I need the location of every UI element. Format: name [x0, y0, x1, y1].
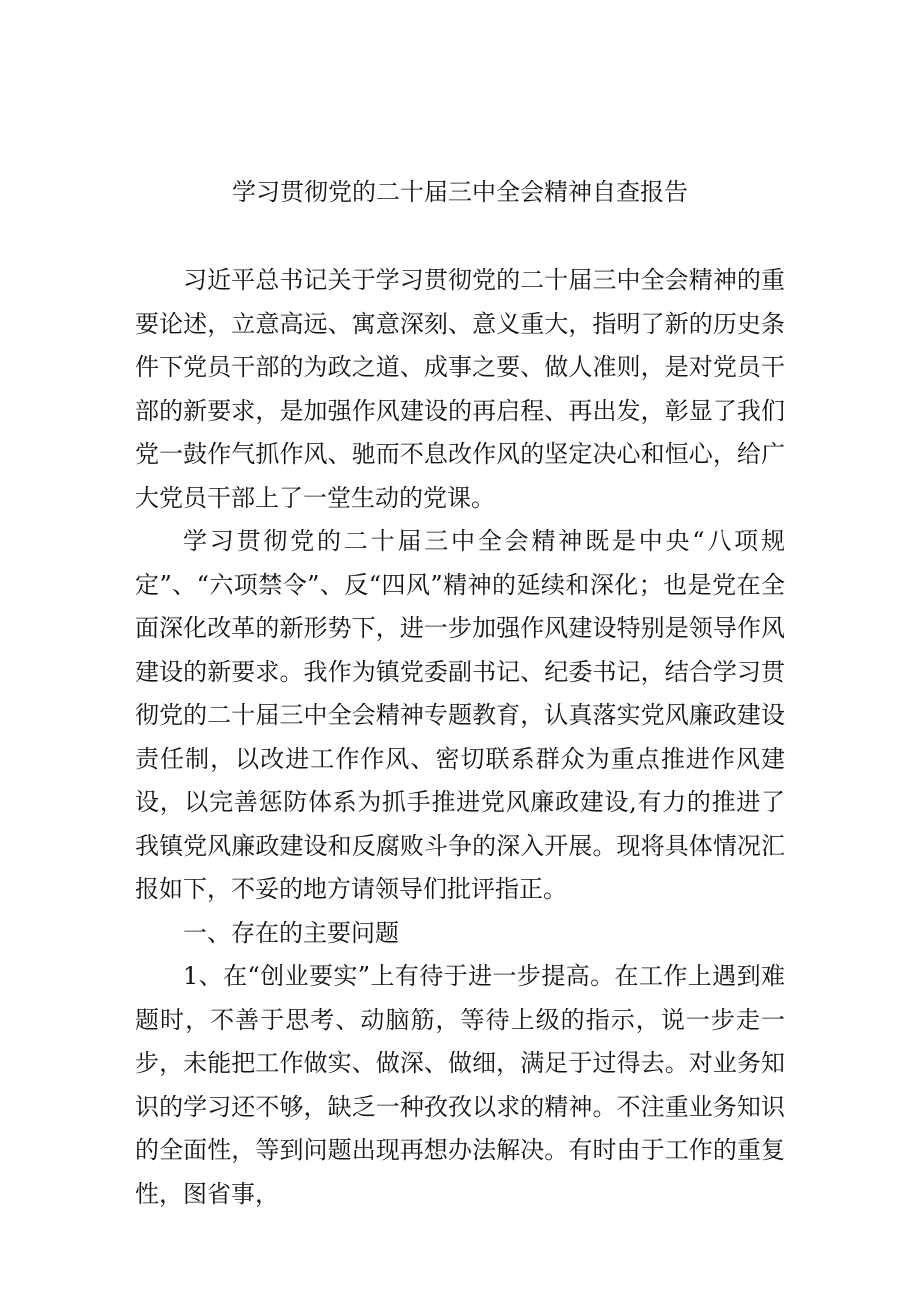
background-paragraph: 学习贯彻党的二十届三中全会精神既是中央“八项规定”、“六项禁令”、反“四风”精神的延续和深化；也是党在全面深化改革的新形势下，进一步加强作风建设特别是领导作风建设的新要求。我作为镇党委副书记、纪委书记，结合学习贯彻党的二十届三中全会精神专题教育，认真落实党风廉政建设责任制，以改进工作作风、密切联系群众为重点推进作风建设，以完善惩防体系为抓手推进党风廉政建设,有力的推进了我镇党风廉政建设和反腐败斗争的深入开展。现将具体情况汇报如下，不妥的地方请领导们批评指正。 — [135, 527, 785, 903]
document-body — [135, 259, 785, 1216]
section-heading: 一、存在的主要问题 — [183, 918, 399, 947]
document-title: 学习贯彻党的二十届三中全会精神自查报告 — [232, 178, 688, 206]
section-paragraph: 1、在“创业要实”上有待于进一步提高。在工作上遇到难题时，不善于思考、动脑筋，等待上级的指示，说一步走一步，未能把工作做实、做深、做细，满足于过得去。对业务知识的学习还不够，缺乏一种孜孜以求的精神。不注重业务知识的全面性，等到问题出现再想办法解决。有时由于工作的重复性，图省事， — [135, 962, 785, 1208]
intro-paragraph: 习近平总书记关于学习贯彻党的二十届三中全会精神的重要论述，立意高远、寓意深刻、意义重大，指明了新的历史条件下党员干部的为政之道、成事之要、做人准则，是对党员干部的新要求，是加强作风建设的再启程、再出发，彰显了我们党一鼓作气抓作风、驰而不息改作风的坚定决心和恒心，给广大党员干部上了一堂生动的党课。 — [135, 266, 785, 512]
